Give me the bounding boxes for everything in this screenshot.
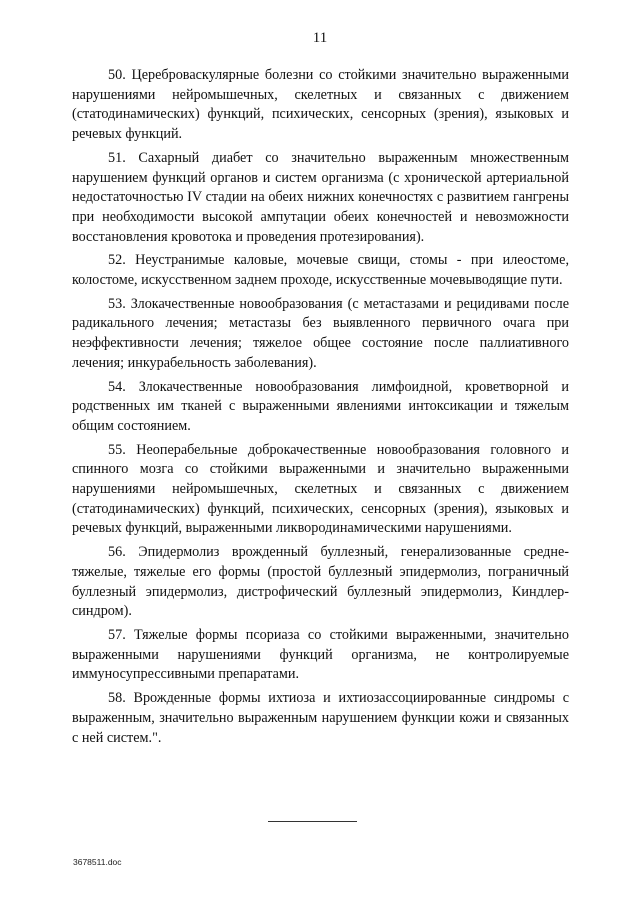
paragraph-51: 51. Сахарный диабет со значительно выраженным множественным нарушением функций органов и систем организма (с хронической артериальной недостаточностью IV стадии на обеих нижних конечностях с развитием гангрены при необходимости высокой ампутации обеих конечностей и невозможности восстановления кровотока и проведения протезирования). bbox=[72, 149, 569, 245]
paragraph-53: 53. Злокачественные новообразования (с метастазами и рецидивами после радикального лечения; метастазы без выявленного первичного очага при неэффективности лечения; тяжелое общее состояние после паллиативного лечения; инкурабельность заболевания). bbox=[72, 295, 569, 371]
document-body bbox=[72, 66, 569, 752]
end-divider-line bbox=[268, 821, 357, 822]
paragraph-52: 52. Неустранимые каловые, мочевые свищи, стомы - при илеостоме, колостоме, искусственном заднем проходе, искусственные мочевыводящие пути. bbox=[72, 252, 569, 289]
paragraph-54: 54. Злокачественные новообразования лимфоидной, кроветворной и родственных им тканей с выраженными явлениями интоксикации и тяжелым общим состоянием. bbox=[72, 378, 569, 434]
page-number: 11 bbox=[312, 30, 328, 46]
paragraph-57: 57. Тяжелые формы псориаза со стойкими выраженными, значительно выраженными нарушениями функций организма, не контролируемые иммуносупрессивными препаратами. bbox=[72, 626, 569, 683]
paragraph-56: 56. Эпидермолиз врожденный буллезный, генерализованные средне-тяжелые, тяжелые его формы (простой буллезный эпидермолиз, пограничный буллезный эпидермолиз, дистрофический буллезный эпидермолиз, Киндлер-синдром). bbox=[72, 544, 569, 620]
paragraph-58: 58. Врожденные формы ихтиоза и ихтиозассоциированные синдромы с выраженным, значительно выраженным нарушением функции кожи и связанных с ней систем.". bbox=[72, 690, 569, 746]
footer-file-name: 3678511.doc bbox=[73, 857, 122, 867]
paragraph-55: 55. Неоперабельные доброкачественные новообразования головного и спинного мозга со стойкими выраженными и значительно выраженными нарушениями нейромышечных, скелетных и связанных с движением (статодинамических) функций, психических, сенсорных (зрения), языковых и речевых функций, выраженными ликвородинамическими нарушениями. bbox=[72, 441, 569, 537]
paragraph-50: 50. Цереброваскулярные болезни со стойкими значительно выраженными нарушениями нейромышечных, скелетных и связанных с движением (статодинамических) функций, психических, сенсорных (зрения), языковых и речевых функций. bbox=[72, 67, 569, 143]
